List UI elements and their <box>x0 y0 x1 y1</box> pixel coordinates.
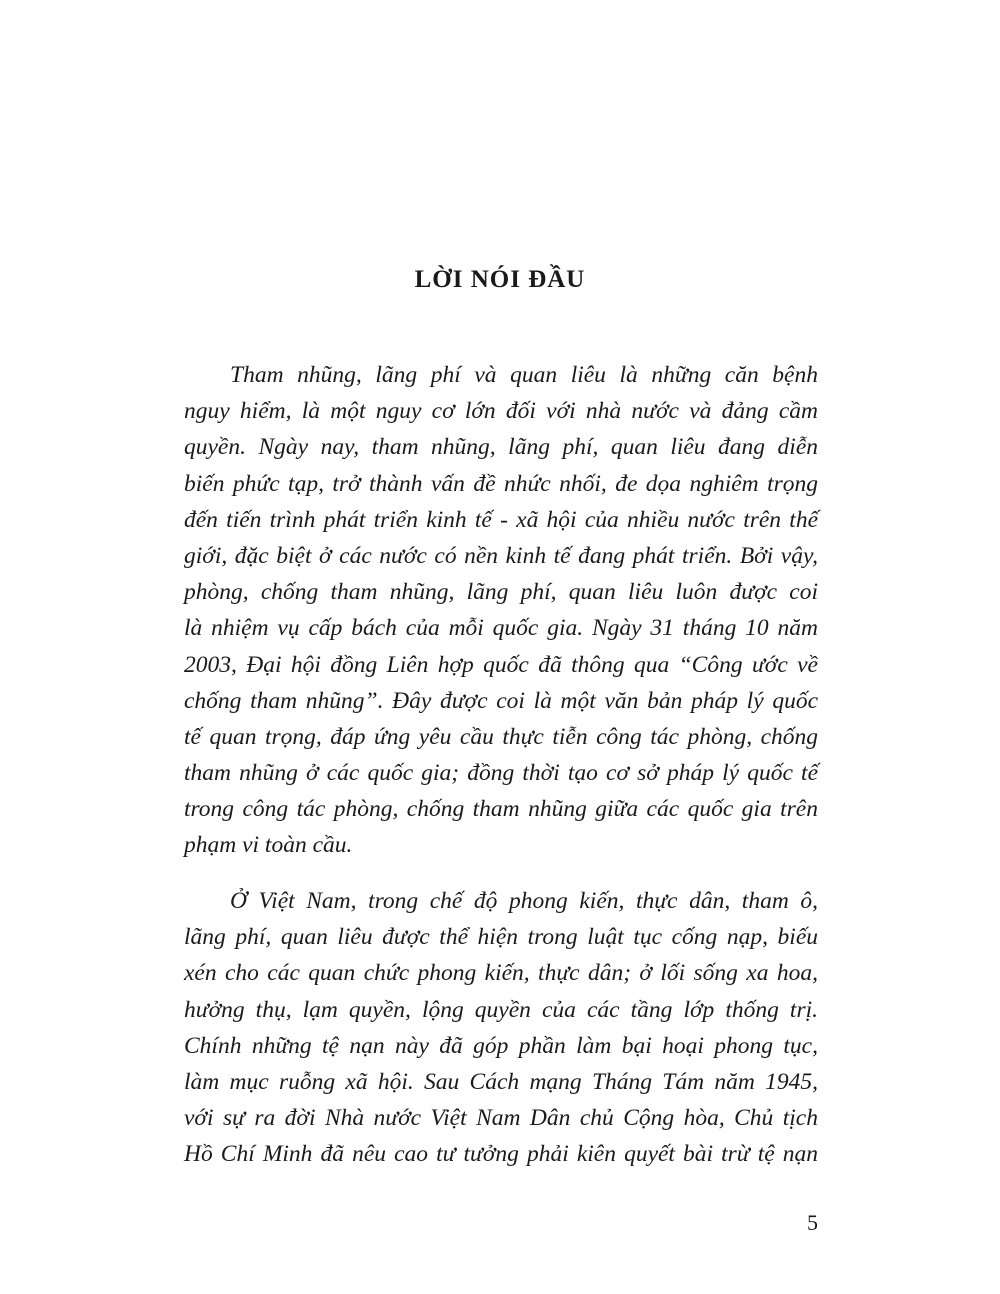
page-title: LỜI NÓI ĐẦU <box>414 266 586 293</box>
text-line: lãng phí, quan liêu được thể hiện trong luật tục cống nạp, biếu <box>184 924 818 951</box>
text-line: 2003, Đại hội đồng Liên hợp quốc đã thông qua “Công ước về <box>184 651 818 678</box>
page-number: 5 <box>807 1210 818 1235</box>
text-line: Chính những tệ nạn này đã góp phần làm bại hoại phong tục, <box>184 1032 818 1059</box>
text-line: tế quan trọng, đáp ứng yêu cầu thực tiễn công tác phòng, chống <box>184 723 818 750</box>
text-line: quyền. Ngày nay, tham nhũng, lãng phí, quan liêu đang diễn <box>184 434 818 461</box>
text-line: biến phức tạp, trở thành vấn đề nhức nhối, đe dọa nghiêm trọng <box>184 470 818 497</box>
text-line: chống tham nhũng”. Đây được coi là một văn bản pháp lý quốc <box>184 687 818 714</box>
text-line: hưởng thụ, lạm quyền, lộng quyền của các tầng lớp thống trị. <box>184 996 818 1023</box>
text-line: làm mục ruỗng xã hội. Sau Cách mạng Tháng Tám năm 1945, <box>184 1068 818 1095</box>
text-line: phạm vi toàn cầu. <box>184 832 353 859</box>
text-line: trong công tác phòng, chống tham nhũng giữa các quốc gia trên <box>184 796 818 823</box>
text-line: với sự ra đời Nhà nước Việt Nam Dân chủ Cộng hòa, Chủ tịch <box>184 1105 818 1132</box>
paragraph-2 <box>184 883 818 1173</box>
text-line: Ở Việt Nam, trong chế độ phong kiến, thực dân, tham ô, <box>230 888 818 914</box>
text-line: là nhiệm vụ cấp bách của mỗi quốc gia. Ngày 31 tháng 10 năm <box>184 615 818 642</box>
paragraph-1 <box>184 357 818 864</box>
text-line: Hồ Chí Minh đã nêu cao tư tưởng phải kiên quyết bài trừ tệ nạn <box>184 1141 818 1168</box>
text-line: phòng, chống tham nhũng, lãng phí, quan liêu luôn được coi <box>184 579 818 606</box>
text-line: giới, đặc biệt ở các nước có nền kinh tế đang phát triển. Bởi vậy, <box>184 542 818 569</box>
text-line: đến tiến trình phát triển kinh tế - xã hội của nhiều nước trên thế <box>184 506 818 533</box>
text-line: Tham nhũng, lãng phí và quan liêu là những căn bệnh <box>230 362 818 388</box>
text-line: xén cho các quan chức phong kiến, thực dân; ở lối sống xa hoa, <box>184 960 818 987</box>
text-line: nguy hiểm, là một nguy cơ lớn đối với nhà nước và đảng cầm <box>184 398 818 425</box>
text-line: tham nhũng ở các quốc gia; đồng thời tạo cơ sở pháp lý quốc tế <box>184 760 818 787</box>
